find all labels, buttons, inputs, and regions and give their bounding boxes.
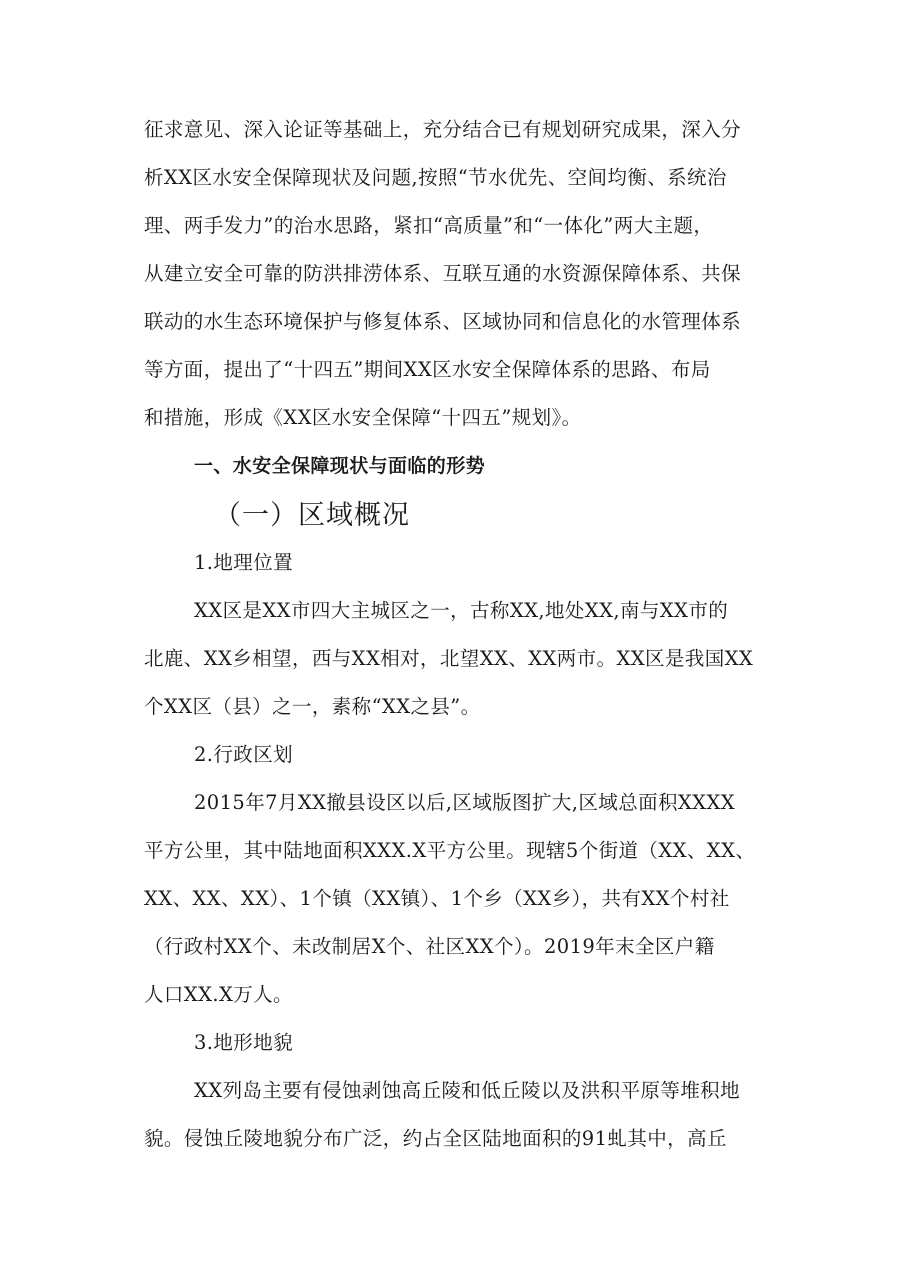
intro-line: 等方面，提出了“十四五”期间XX区水安全保障体系的思路、布局 xyxy=(144,358,711,381)
paragraph-line: 貌。侵蚀丘陵地貌分布广泛，约占全区陆地面积的91虬其中，高丘 xyxy=(144,1127,727,1150)
paragraph-line: XX列岛主要有侵蚀剥蚀高丘陵和低丘陵以及洪积平原等堆积地 xyxy=(194,1079,740,1102)
paragraph-line: 个XX区（县）之一，素称“XX之县”。 xyxy=(144,695,481,718)
paragraph-line: 北鹿、XX乡相望，西与XX相对，北望XX、XX两市。XX区是我国XX xyxy=(144,647,754,670)
item-title-terrain: 3.地形地貌 xyxy=(194,1031,294,1054)
item-title-geography: 1.地理位置 xyxy=(194,551,294,574)
subsection-heading: （一）区域概况 xyxy=(214,500,410,531)
intro-line: 征求意见、深入论证等基础上，充分结合已有规划研究成果，深入分 xyxy=(144,118,742,141)
intro-line: 理、两手发力”的治水思路，紧扣“高质量”和“一体化”两大主题， xyxy=(144,214,714,237)
paragraph-line: 平方公里，其中陆地面积XXX.X平方公里。现辖5个街道（XX、XX、 xyxy=(144,839,756,862)
intro-line: 析XX区水安全保障现状及问题,按照“节水优先、空间均衡、系统治 xyxy=(144,166,727,189)
intro-line: 联动的水生态环境保护与修复体系、区域协同和信息化的水管理体系 xyxy=(144,310,742,333)
paragraph-line: XX区是XX市四大主城区之一，古称XX,地处XX,南与XX市的 xyxy=(194,599,729,622)
intro-line: 从建立安全可靠的防洪排涝体系、互联互通的水资源保障体系、共保 xyxy=(144,262,742,285)
paragraph-line: 2015年7月XX撤县设区以后,区域版图扩大,区域总面积XXXX xyxy=(194,791,736,814)
intro-line: 和措施，形成《XX区水安全保障“十四五”规划》。 xyxy=(144,406,582,429)
section-heading: 一、水安全保障现状与面临的形势 xyxy=(194,455,486,477)
paragraph-line: XX、XX、XX）、1个镇（XX镇）、1个乡（XX乡），共有XX个村社 xyxy=(144,887,730,910)
paragraph-line: （行政村XX个、未改制居X个、社区XX个）。2019年末全区户籍 xyxy=(144,935,715,958)
paragraph-line: 人口XX.X万人。 xyxy=(144,983,293,1006)
item-title-administrative: 2.行政区划 xyxy=(194,743,294,766)
